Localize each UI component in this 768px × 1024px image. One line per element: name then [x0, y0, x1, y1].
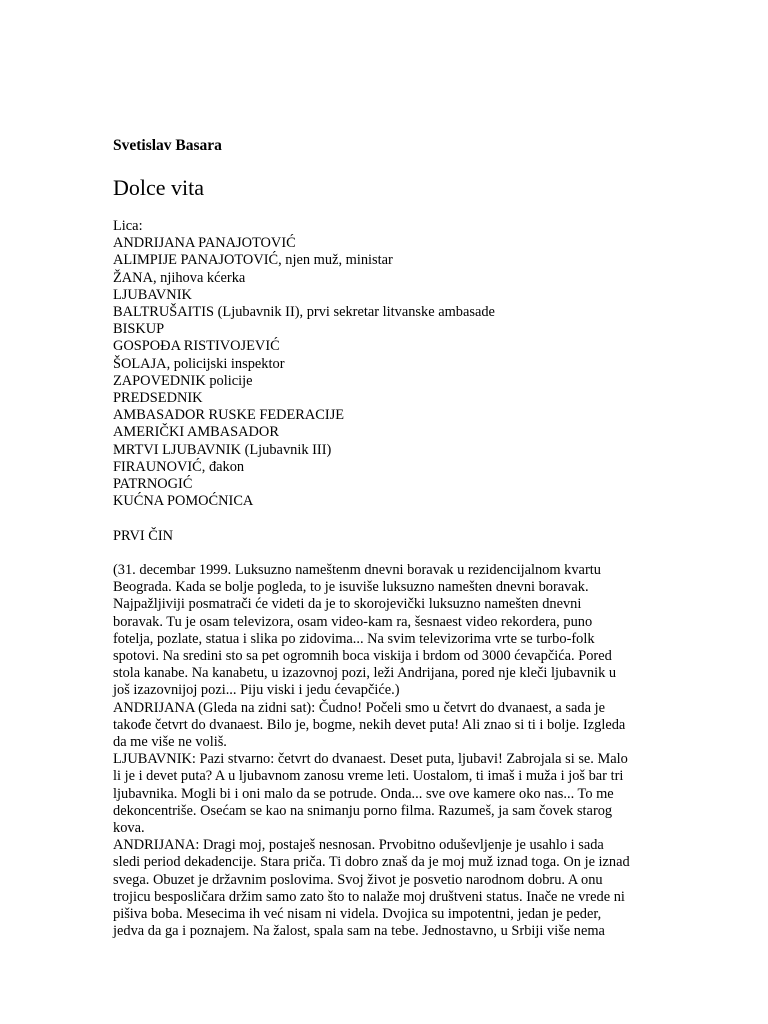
cast-item: BISKUP	[113, 321, 165, 338]
author-name: Svetislav Basara	[113, 137, 222, 154]
document-title: Dolce vita	[113, 175, 205, 200]
cast-heading: Lica:	[113, 218, 143, 234]
text-line: boravak. Tu je osam televizora, osam video-kam ra, šesnaest video rekordera, puno	[113, 613, 593, 630]
text-line: ANDRIJANA: Dragi moj, postaješ nesnosan. Prvobitno oduševljenje je usahlo i sada	[113, 837, 604, 854]
act-heading: PRVI ČIN	[113, 527, 174, 544]
cast-item: ŠOLAJA, policijski inspektor	[113, 355, 285, 372]
cast-item: LJUBAVNIK	[113, 286, 192, 303]
document-page	[113, 136, 673, 940]
text-line: svega. Obuzet je državnim poslovima. Svoj život je posvetio narodnom dobru. A onu	[113, 871, 603, 888]
cast-list	[113, 235, 673, 510]
text-line: jedva da ga i poznajem. Na žalost, spala sam na tebe. Jednostavno, u Srbiji više nema	[113, 923, 605, 940]
text-line: Najpažljiviji posmatrači će videti da je to skorojevički luksuzno namešten dnevni	[113, 596, 582, 613]
spacer	[113, 510, 673, 527]
cast-item: BALTRUŠAITIS (Ljubavnik II), prvi sekretar litvanske ambasade	[113, 304, 495, 321]
text-line: LJUBAVNIK: Pazi stvarno: četvrt do dvanaest. Deset puta, ljubavi! Zabrojala si se. Malo	[113, 751, 628, 768]
text-line: (31. decembar 1999. Luksuzno nameštenm dnevni boravak u rezidencijalnom kvartu	[113, 562, 601, 579]
text-line: li je i devet puta? A u ljubavnom zanosu vreme leti. Uostalom, ti imaš i muža i još bar tri	[113, 768, 624, 785]
text-line: ANDRIJANA (Gleda na zidni sat): Čudno! Počeli smo u četvrt do dvanaest, a sada je	[113, 699, 605, 716]
text-line: takođe četvrt do dvanaest. Bilo je, bogme, nekih devet puta! Ali znao si ti i bolje. Izgleda	[113, 716, 626, 733]
cast-item: AMERIČKI AMBASADOR	[113, 424, 279, 441]
cast-item: ZAPOVEDNIK policije	[113, 372, 253, 389]
cast-item: ANDRIJANA PANAJOTOVIĆ	[113, 235, 296, 252]
text-line: kova.	[113, 820, 145, 837]
text-line: Beograda. Kada se bolje pogleda, to je isuviše luksuzno namešten dnevni boravak.	[113, 579, 589, 596]
cast-item: KUĆNA POMOĆNICA	[113, 493, 254, 510]
text-line: još izazovnijoj pozi... Piju viski i jedu ćevapčiće.)	[113, 682, 400, 699]
play-text	[113, 562, 673, 940]
cast-item: FIRAUNOVIĆ, đakon	[113, 458, 245, 475]
cast-item: PATRNOGIĆ	[113, 476, 193, 493]
cast-item: ALIMPIJE PANAJOTOVIĆ, njen muž, ministar	[113, 252, 393, 269]
text-line: stola kanabe. Na kanabetu, u izazovnoj pozi, leži Andrijana, pored nje kleči ljubavnik u	[113, 665, 617, 682]
text-line: da me više ne voliš.	[113, 734, 227, 751]
text-line: sledi period dekadencije. Stara priča. Ti dobro znaš da je moj muž iznad toga. On je iznad	[113, 854, 630, 871]
cast-item: PREDSEDNIK	[113, 390, 203, 407]
text-line: dekoncentriše. Osećam se kao na snimanju porno filma. Razumeš, ja sam čovek starog	[113, 802, 613, 819]
spacer	[113, 545, 673, 562]
text-line: fotelja, pozlate, statua i slika po zidovima... Na svim televizorima vrte se turbo-folk	[113, 630, 595, 647]
text-line: pišiva boba. Mesecima ih već nisam ni videla. Dvojica su impotentni, jedan je peder,	[113, 906, 602, 923]
document-body	[113, 218, 673, 941]
cast-item: AMBASADOR RUSKE FEDERACIJE	[113, 407, 345, 424]
cast-item: MRTVI LJUBAVNIK (Ljubavnik III)	[113, 441, 332, 458]
cast-item: GOSPOĐA RISTIVOJEVIĆ	[113, 338, 280, 355]
cast-item: ŽANA, njihova kćerka	[113, 269, 246, 286]
text-line: spotovi. Na sredini sto sa pet ogromnih boca viskija i brdom od 3000 ćevapčića. Pored	[113, 648, 612, 665]
text-line: trojicu besposličara držim samo zato što to nalaže moj društveni status. Inače ne vrede ni	[113, 888, 625, 905]
text-line: ljubavnika. Mogli bi i oni malo da se potrude. Onda... sve ove kamere oko nas... To me	[113, 785, 614, 802]
